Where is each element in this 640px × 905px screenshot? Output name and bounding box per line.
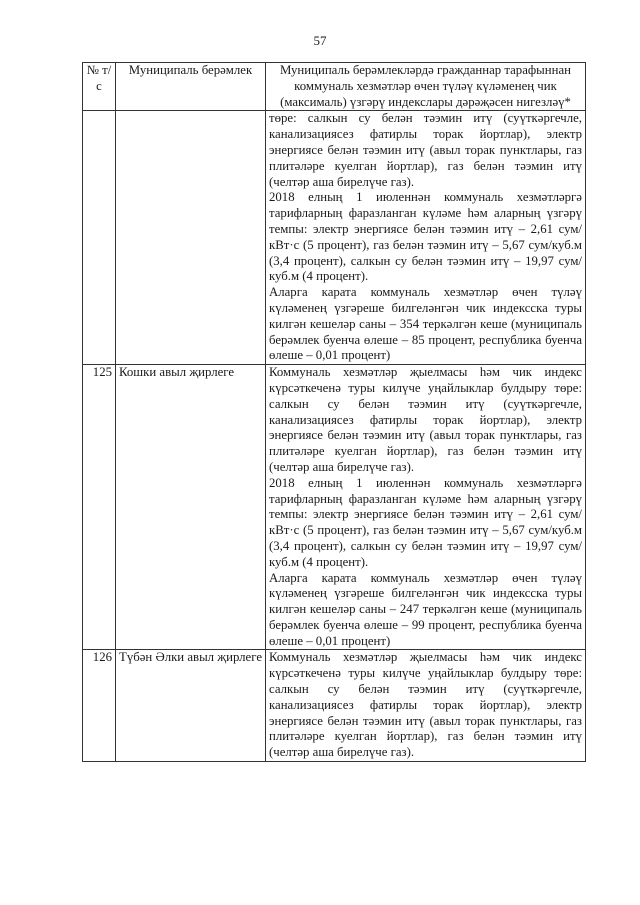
page-number: 57 [313,33,327,48]
row-description [266,111,586,365]
description-paragraph: 2018 елның 1 июленнән коммуналь хезмәтләргә тарифларның фаразланган күләме һәм аларның үзгәрү темпы: электр энергиясе белән тәэмин итү – 2,61 сум/кВт·с (5 процент), газ белән тәэмин итү – 5,67 сум/куб.м (3,4 процент), салкын су белән тәэмин итү – 19,97 сум/куб.м (4 процент). [269,475,582,569]
description-paragraph: төре: салкын су белән тәэмин итү (суүткәргечле, канализациясез фатирлы торак йортлар), электр энергиясе белән тәэмин итү (авыл торак пунктлары, газ плитәләре куелган йортлар), газ белән тәэмин итү (челтәр аша бирелүче газ). [269,111,582,189]
row-number: 125 [83,365,116,650]
row-municipality: Түбән Әлки авыл җирлеге [116,650,266,762]
description-paragraph: Аларга карата коммуналь хезмәтләр өчен түләү күләменең үзгәреше билгеләнгән чик индексска туры килгән кешеләр саны – 354 теркәлгән кеше (муниципаль берәмлек буенча өлеше – 85 процент, республика буенча өлеше – 0,01 процент) [269,285,582,363]
table-row [83,650,586,762]
table-row [83,111,586,365]
table-header-row [83,63,586,111]
row-description [266,365,586,650]
description-paragraph: Аларга карата коммуналь хезмәтләр өчен түләү күләменең үзгәреше билгеләнгән чик индексска туры килгән кешеләр саны – 247 теркәлгән кеше (муниципаль берәмлек буенча өлеше – 99 процент, республика буенча өлеше – 0,01 процент) [269,570,582,648]
description-paragraph: Коммуналь хезмәтләр җыелмасы һәм чик индекс күрсәткеченә туры килүче уңайлыклар булдыру төре: салкын су белән тәэмин итү (суүткәргечле, канализациясез фатирлы торак йортлар), электр энергиясе белән тәэмин итү (авыл торак пунктлары, газ плитәләре куелган йортлар), газ белән тәэмин итү (челтәр аша бирелүче газ). [269,650,582,760]
row-municipality [116,111,266,365]
header-number: № т/с [83,63,116,111]
row-description [266,650,586,762]
description-paragraph: Коммуналь хезмәтләр җыелмасы һәм чик индекс күрсәткеченә туры килүче уңайлыклар булдыру төре: салкын су белән тәэмин итү (суүткәргечле, канализациясез фатирлы торак йортлар), электр энергиясе белән тәэмин итү (авыл торак пунктлары, газ плитәләре куелган йортлар), газ белән тәэмин итү (челтәр аша бирелүче газ). [269,365,582,474]
header-municipality: Муниципаль берәмлек [116,63,266,111]
row-number: 126 [83,650,116,762]
row-number [83,111,116,365]
row-municipality: Кошки авыл җирлеге [116,365,266,650]
table-row [83,365,586,650]
description-paragraph: 2018 елның 1 июленнән коммуналь хезмәтләргә тарифларның фаразланган күләме һәм аларның үзгәрү темпы: электр энергиясе белән тәэмин итү – 2,61 сум/кВт·с (5 процент), газ белән тәэмин итү – 5,67 сум/куб.м (3,4 процент), салкын су белән тәэмин итү – 19,97 сум/куб.м (4 процент). [269,190,582,284]
utility-index-table [82,62,586,762]
header-description: Муниципаль берәмлекләрдә гражданнар тарафыннан коммуналь хезмәтләр өчен түләү күләменең чик (максималь) үзгәрү индекслары дәрәҗәсен нигезләү* [266,63,586,111]
